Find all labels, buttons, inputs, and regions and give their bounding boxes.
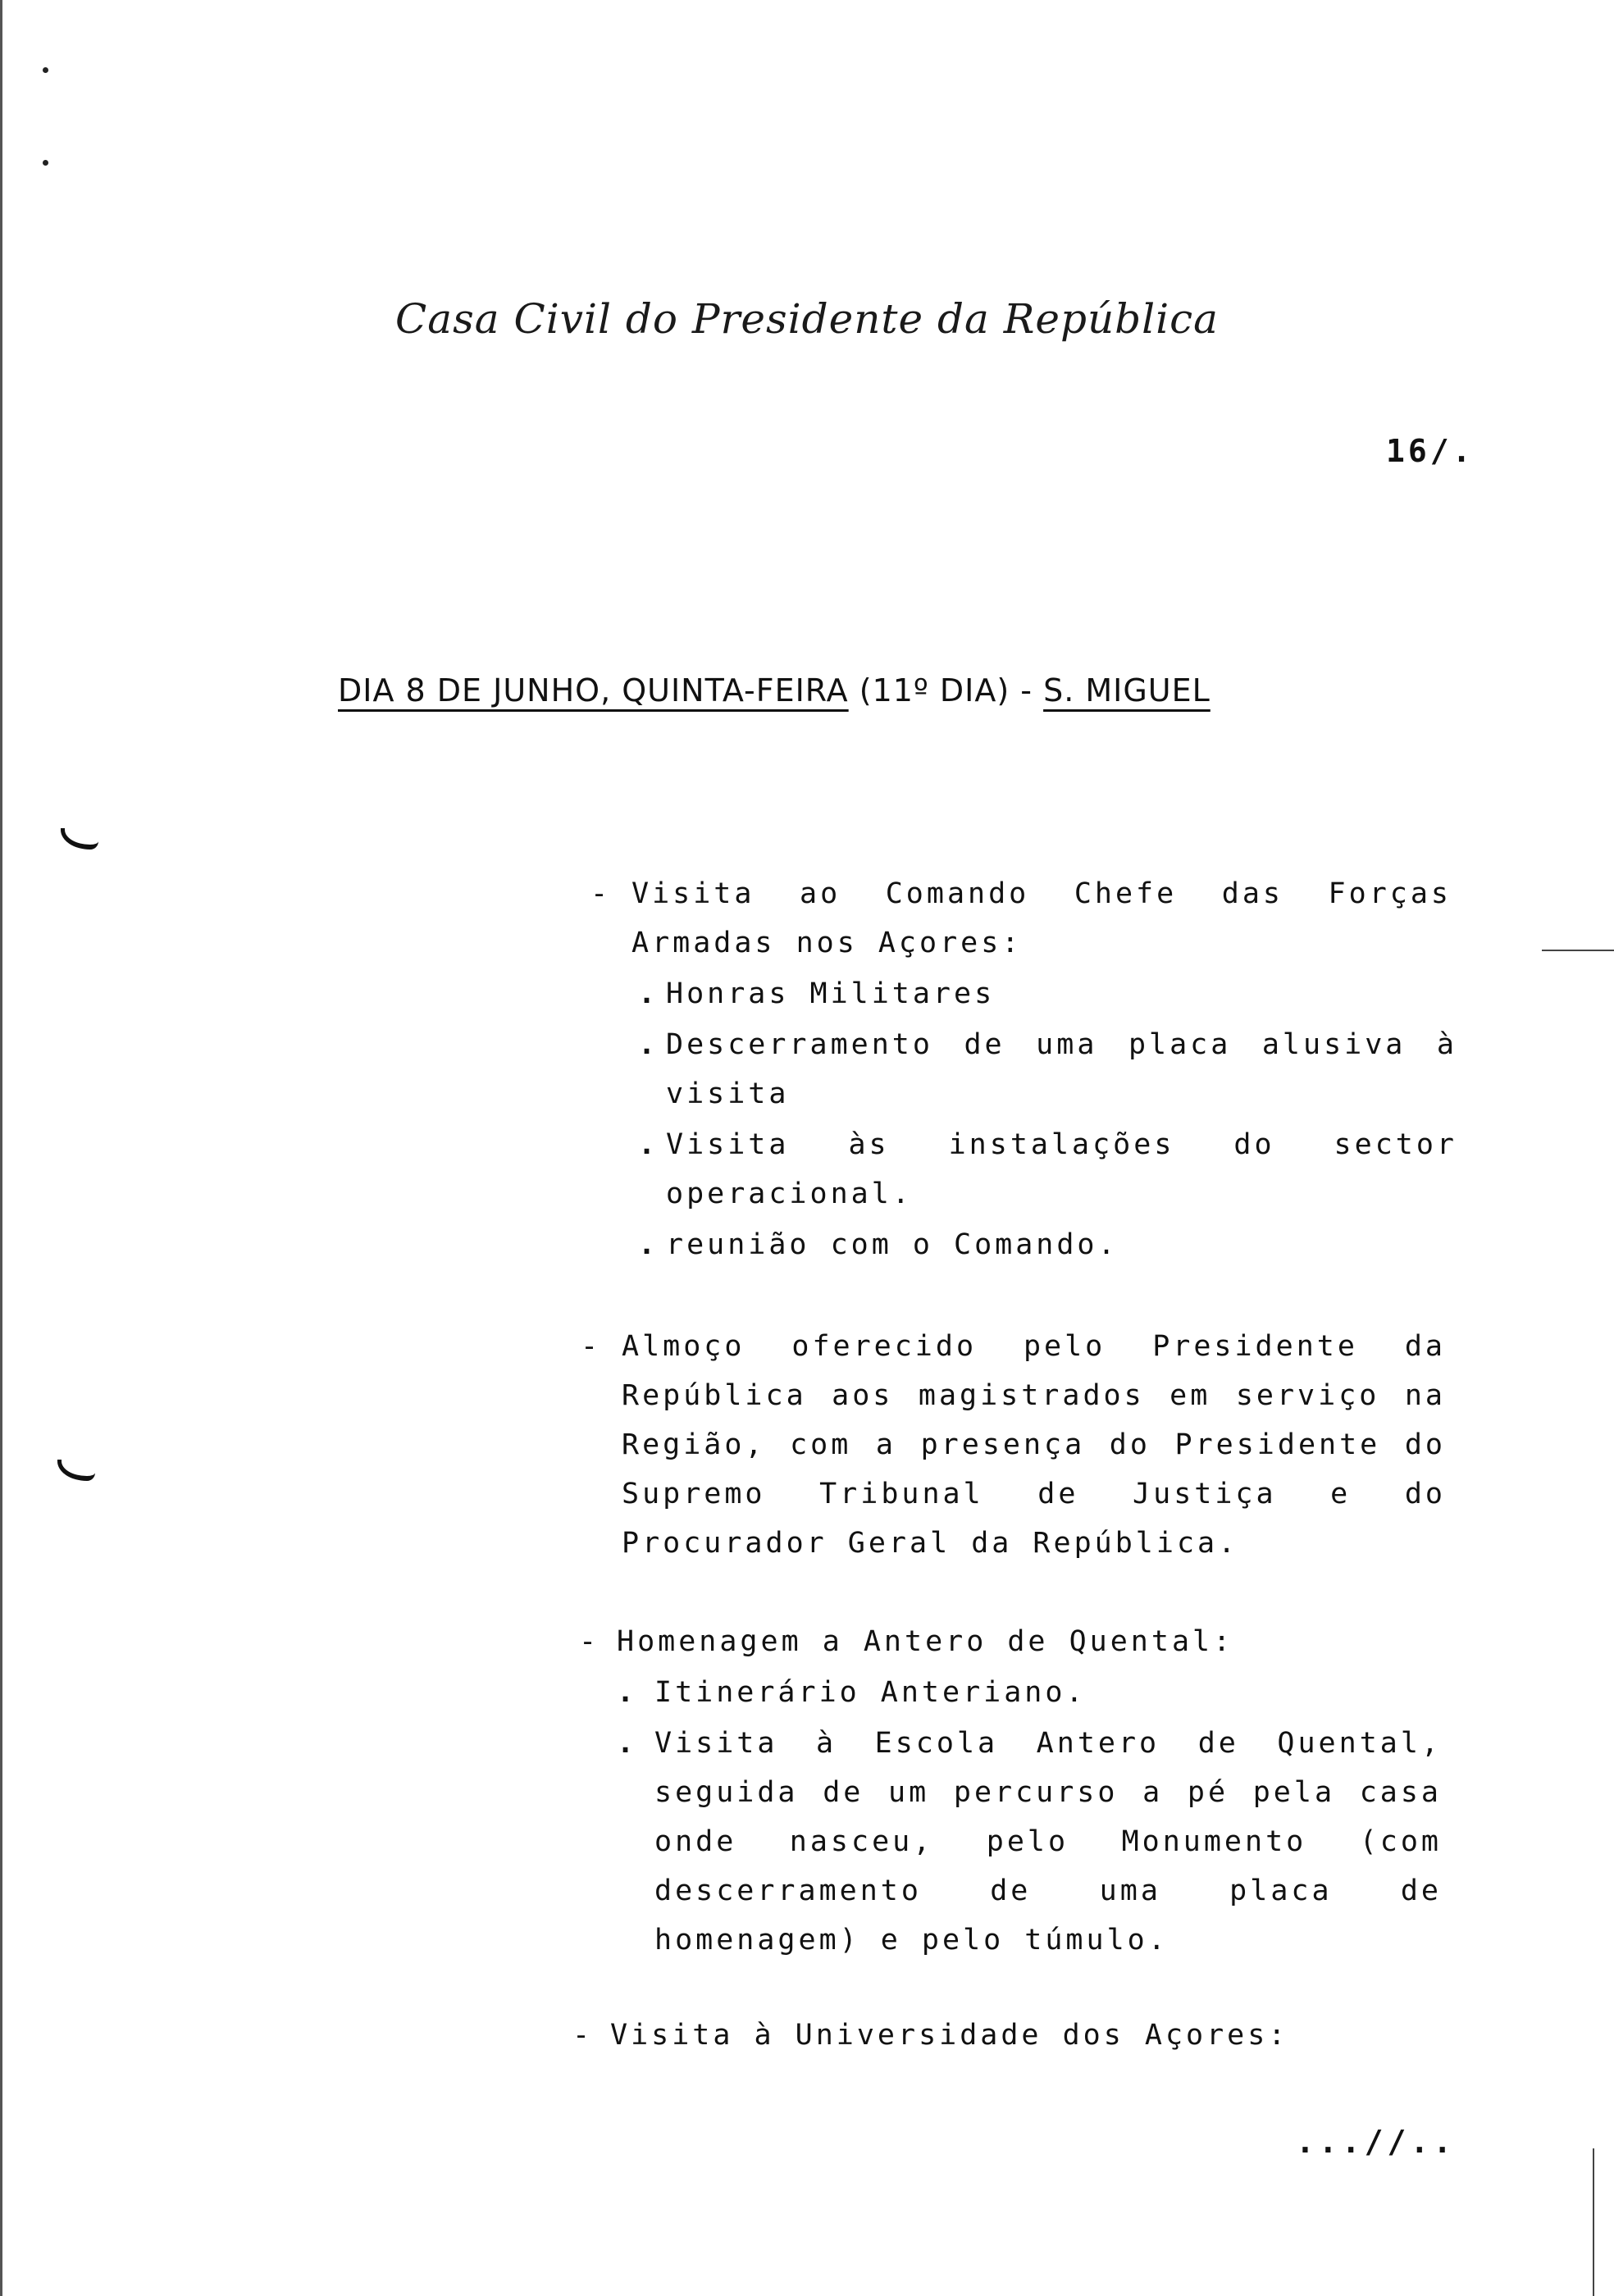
sub-item-text: Honras Militares <box>666 977 996 1010</box>
item-dash: - <box>590 877 612 910</box>
item-text: Visita ao Comando Chefe das Forças Armadas nos Açores: <box>631 877 1452 959</box>
page-number: 16/. <box>1386 433 1475 469</box>
item-text: Visita à Universidade dos Açores: <box>610 2019 1289 2052</box>
heading-date: DIA 8 DE JUNHO, QUINTA-FEIRA <box>338 672 849 708</box>
sub-item-text: Descerramento de uma placa alusiva à visita <box>666 1028 1457 1110</box>
scan-left-edge <box>0 0 2 2296</box>
letterhead: Casa Civil do Presidente da República <box>395 295 1219 343</box>
item-dash: - <box>579 1625 600 1658</box>
continuation-mark: ...//.. <box>1296 2124 1457 2160</box>
sub-bullet: . <box>638 1228 659 1261</box>
sub-bullet: . <box>617 1727 638 1760</box>
day-heading <box>338 672 1210 708</box>
sub-item-text: Itinerário Anteriano. <box>654 1676 1087 1709</box>
sub-item-text: Visita às instalações do sector operacional. <box>666 1128 1457 1210</box>
sub-bullet: . <box>638 1128 659 1161</box>
sub-bullet: . <box>638 1028 659 1061</box>
scan-dot <box>43 67 48 73</box>
punch-hole-mark <box>57 1460 95 1481</box>
sub-item-text: Visita à Escola Antero de Quental, seguida de um percurso a pé pela casa onde nasceu, pelo Monumento (com descerramento de uma placa de homenagem) e pelo túmulo. <box>654 1727 1442 1957</box>
sub-item-text: reunião com o Comando. <box>666 1228 1119 1261</box>
heading-location: S. MIGUEL <box>1043 672 1210 708</box>
sub-bullet: . <box>638 977 659 1010</box>
item-dash: - <box>581 1330 602 1363</box>
item-dash: - <box>572 2019 594 2052</box>
sub-bullet: . <box>617 1676 638 1709</box>
item-text: Homenagem a Antero de Quental: <box>617 1625 1234 1658</box>
scan-dot <box>43 160 48 166</box>
scan-edge-line <box>1593 2148 1594 2296</box>
punch-hole-mark <box>61 828 98 850</box>
scan-edge-line <box>1542 950 1614 951</box>
heading-day-count: (11º DIA) - <box>848 672 1044 708</box>
item-text: Almoço oferecido pelo Presidente da República aos magistrados em serviço na Região, com a presença do Presidente do Supremo Tribunal de Justiça e do Procurador Geral da República. <box>622 1330 1446 1560</box>
